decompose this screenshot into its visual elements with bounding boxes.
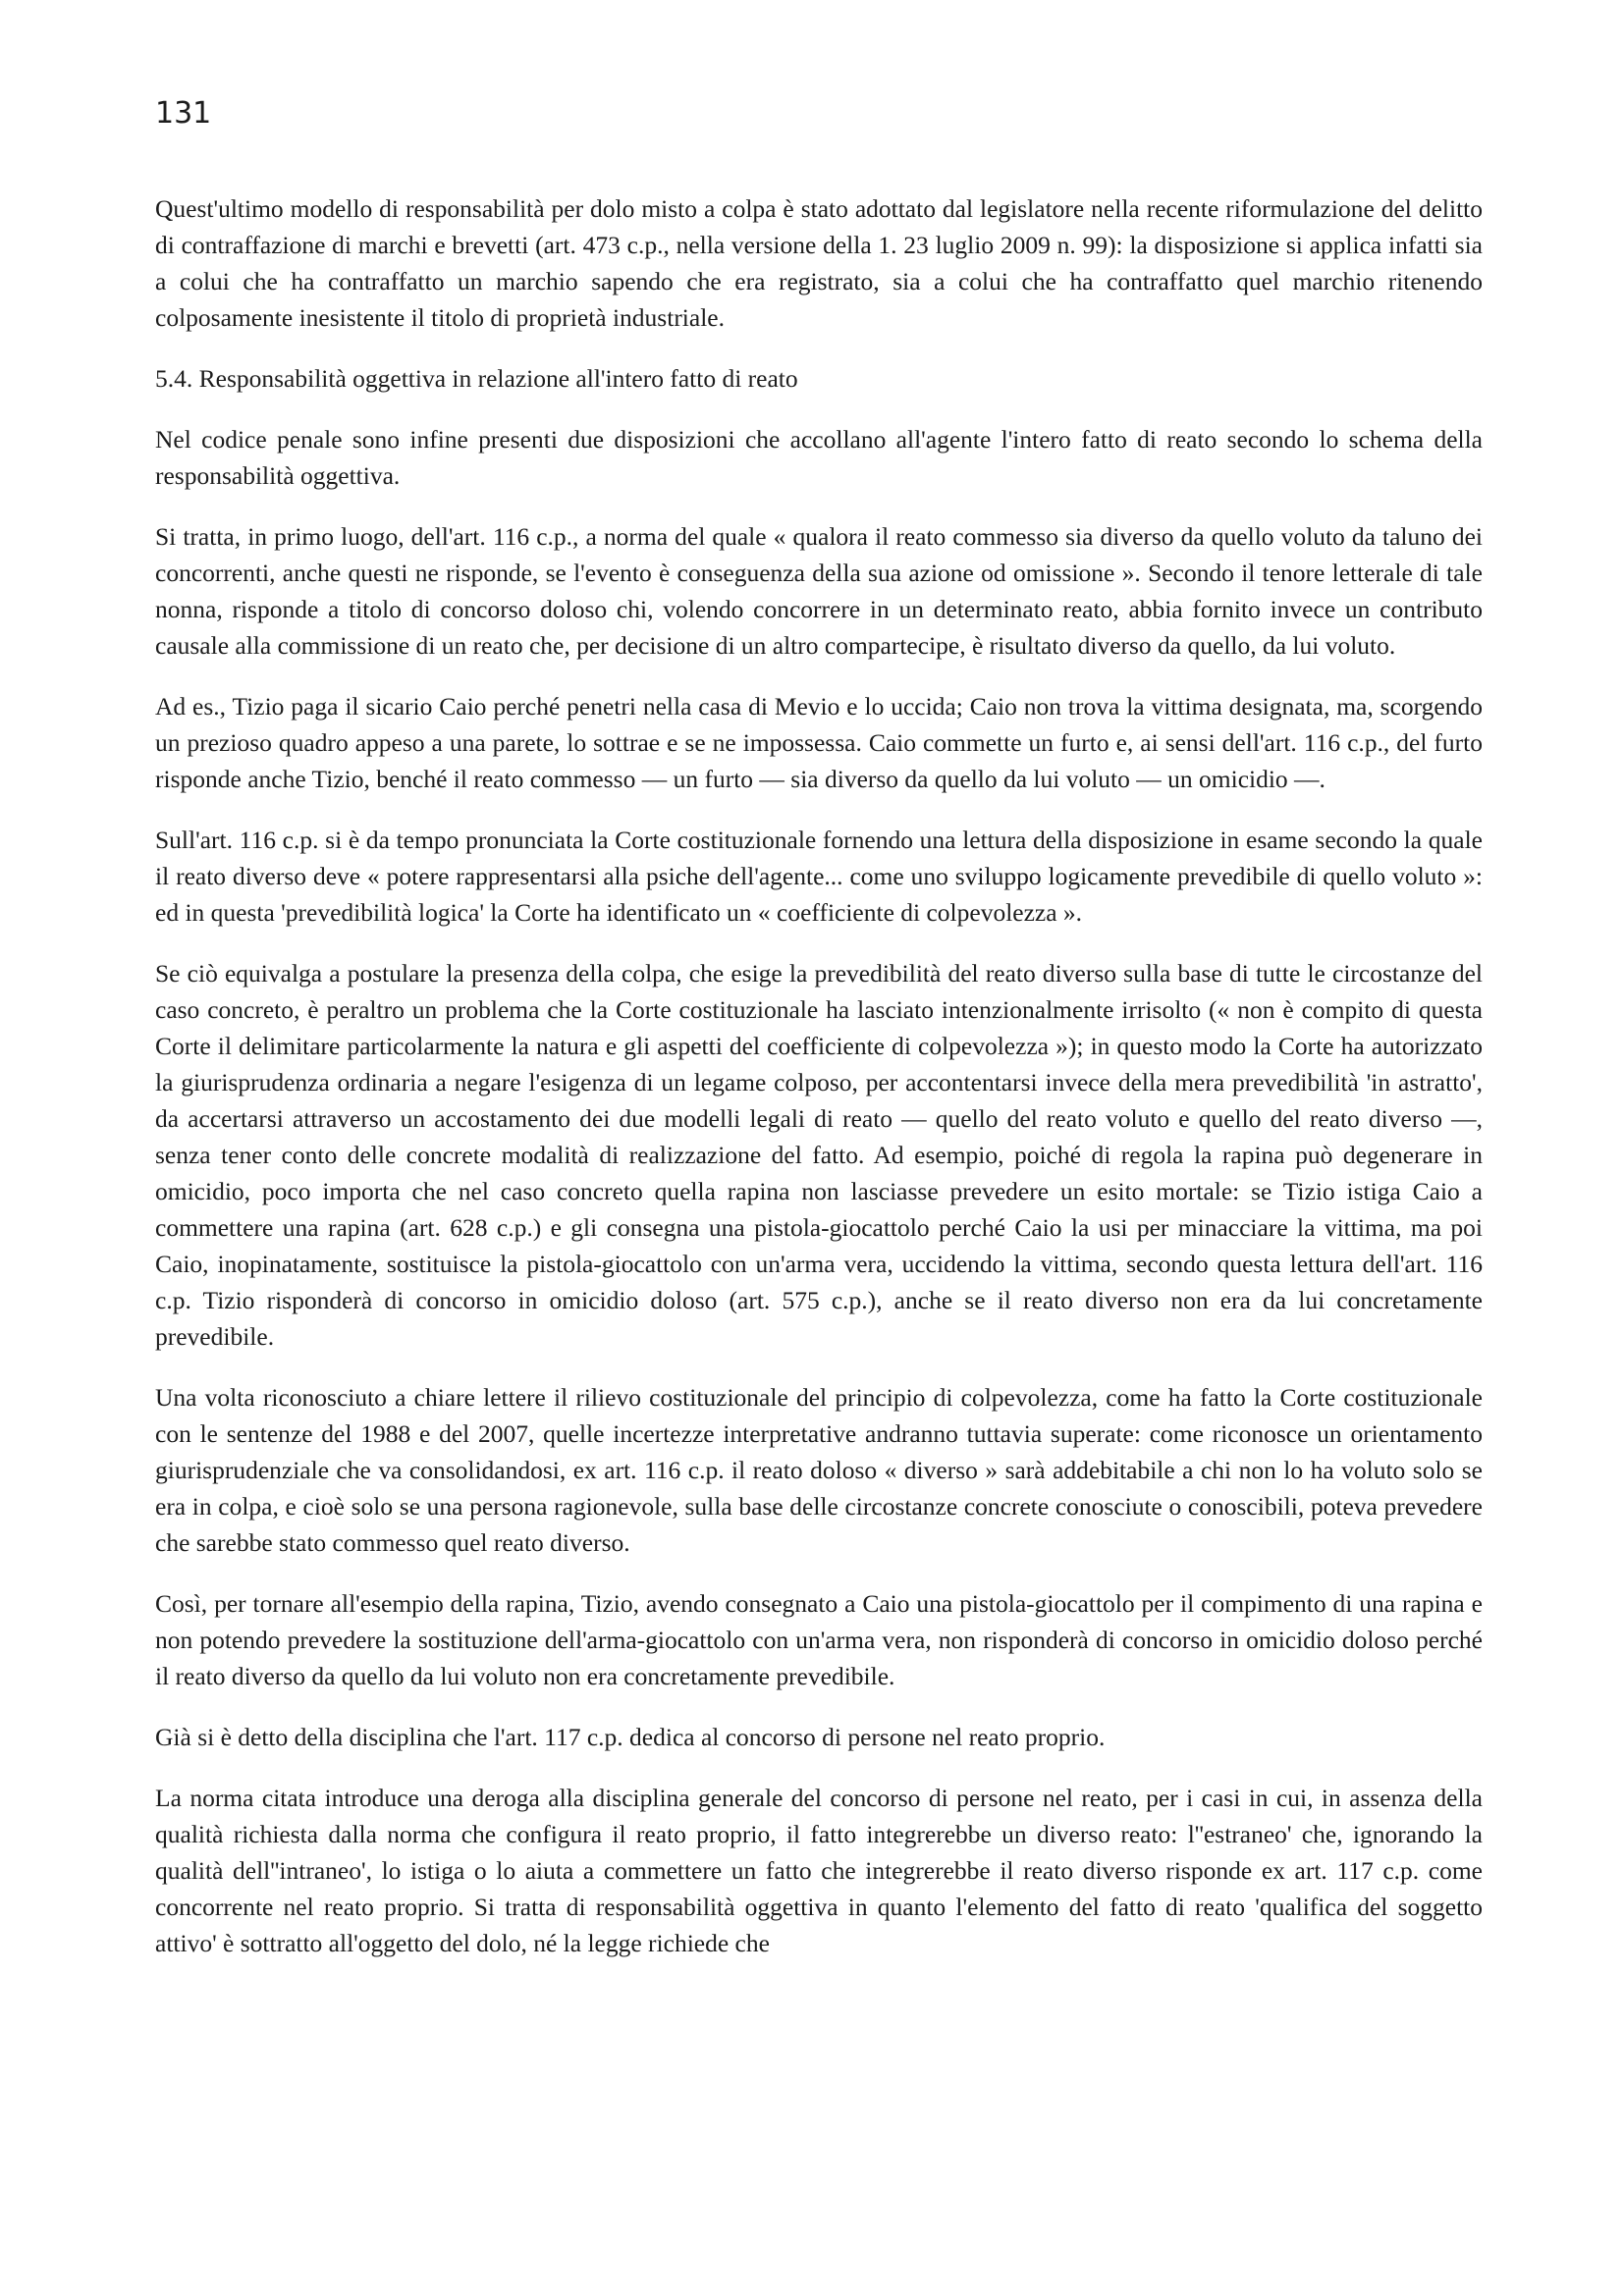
paragraph-example-tizio-caio: Ad es., Tizio paga il sicario Caio perché penetri nella casa di Mevio e lo uccida; Caio non trova la vittima designata, ma, scorgendo un prezioso quadro appeso a una parete, lo sottrae e se ne impossessa. Caio commette un furto e, ai sensi dell'art. 116 c.p., del furto risponde anche Tizio, benché il reato commesso — un furto — sia diverso da quello da lui voluto — un omicidio —. — [155, 692, 1483, 793]
paragraph-prevedibilita: Se ciò equivalga a postulare la presenza della colpa, che esige la prevedibilità del reato diverso sulla base di tutte le circostanze del caso concreto, è peraltro un problema che la Corte costituzionale ha lasciato intenzionalmente irrisolto (« non è compito di questa Corte il delimitare particolarmente la natura e gli aspetti del coefficiente di colpevolezza »); in questo modo la Corte ha autorizzato la giurisprudenza ordinaria a negare l'esigenza di un legame colposo, per accontentarsi invece della mera prevedibilità 'in astratto', da accertarsi attraverso un accostamento dei due modelli legali di reato — quello del reato voluto e quello del reato diverso —, senza tener conto delle concrete modalità di realizzazione del fatto. Ad esempio, poiché di regola la rapina può degenerare in omicidio, poco importa che nel caso concreto quella rapina non lasciasse prevedere un esito mortale: se Tizio istiga Caio a commettere una rapina (art. 628 c.p.) e gli consegna una pistola-giocattolo perché Caio la usi per minacciare la vittima, ma poi Caio, inopinatamente, sostituisce la pistola-giocattolo con un'arma vera, uccidendo la vittima, secondo questa lettura dell'art. 116 c.p. Tizio risponderà di concorso in omicidio doloso (art. 575 c.p.), anche se il reato diverso non era da lui concretamente prevedibile. — [155, 959, 1483, 1351]
section-heading: 5.4. Responsabilità oggettiva in relazione all'intero fatto di reato — [155, 364, 798, 393]
body-text — [155, 190, 1483, 1986]
paragraph-art-117: Già si è detto della disciplina che l'art. 117 c.p. dedica al concorso di persone nel reato proprio. — [155, 1723, 1106, 1751]
paragraph-art-116: Si tratta, in primo luogo, dell'art. 116 c.p., a norma del quale « qualora il reato commesso sia diverso da quello voluto da taluno dei concorrenti, anche questi ne risponde, se l'evento è conseguenza della sua azione od omissione ». Secondo il tenore letterale di tale nonna, risponde a titolo di concorso doloso chi, volendo concorrere in un determinato reato, abbia fornito invece un contributo causale alla commissione di un reato che, per decisione di un altro compartecipe, è risultato diverso da quello, da lui voluto. — [155, 522, 1483, 660]
paragraph-corte-costituzionale: Sull'art. 116 c.p. si è da tempo pronunciata la Corte costituzionale fornendo una lettura della disposizione in esame secondo la quale il reato diverso deve « potere rappresentarsi alla psiche dell'agente... come uno sviluppo logicamente prevedibile di quello voluto »: ed in questa 'prevedibilità logica' la Corte ha identificato un « coefficiente di colpevolezza ». — [155, 826, 1483, 927]
paragraph-dolo-misto-colpa: Quest'ultimo modello di responsabilità per dolo misto a colpa è stato adottato dal legislatore nella recente riformulazione del delitto di contraffazione di marchi e brevetti (art. 473 c.p., nella versione della 1. 23 luglio 2009 n. 99): la disposizione si applica infatti sia a colui che ha contraffatto un marchio sapendo che era registrato, sia a colui che ha contraffatto quel marchio ritenendo colposamente inesistente il titolo di proprietà industriale. — [155, 194, 1483, 332]
paragraph-intro: Nel codice penale sono infine presenti due disposizioni che accollano all'agente l'intero fatto di reato secondo lo schema della responsabilità oggettiva. — [155, 425, 1483, 490]
paragraph-colpevolezza: Una volta riconosciuto a chiare lettere il rilievo costituzionale del principio di colpevolezza, come ha fatto la Corte costituzionale con le sentenze del 1988 e del 2007, quelle incertezze interpretative andranno tuttavia superate: come riconosce un orientamento giurisprudenziale che va consolidandosi, ex art. 116 c.p. il reato doloso « diverso » sarà addebitabile a chi non lo ha voluto solo se era in colpa, e cioè solo se una persona ragionevole, sulla base delle circostanze concrete conosciute o conoscibili, poteva prevedere che sarebbe stato commesso quel reato diverso. — [155, 1383, 1483, 1557]
page-number: 131 — [155, 96, 212, 131]
paragraph-rapina-example: Così, per tornare all'esempio della rapina, Tizio, avendo consegnato a Caio una pistola-giocattolo per il compimento di una rapina e non potendo prevedere la sostituzione dell'arma-giocattolo con un'arma vera, non risponderà di concorso in omicidio doloso perché il reato diverso da quello da lui voluto non era concretamente prevedibile. — [155, 1589, 1483, 1690]
paragraph-reato-proprio: La norma citata introduce una deroga alla disciplina generale del concorso di persone nel reato, per i casi in cui, in assenza della qualità richiesta dalla norma che configura il reato proprio, il fatto integrerebbe un diverso reato: l''estraneo' che, ignorando la qualità dell''intraneo', lo istiga o lo aiuta a commettere un fatto che integrerebbe il reato diverso risponde ex art. 117 c.p. come concorrente nel reato proprio. Si tratta di responsabilità oggettiva in quanto l'elemento del fatto di reato 'qualifica del soggetto attivo' è sottratto all'oggetto del dolo, né la legge richiede che — [155, 1784, 1483, 1957]
